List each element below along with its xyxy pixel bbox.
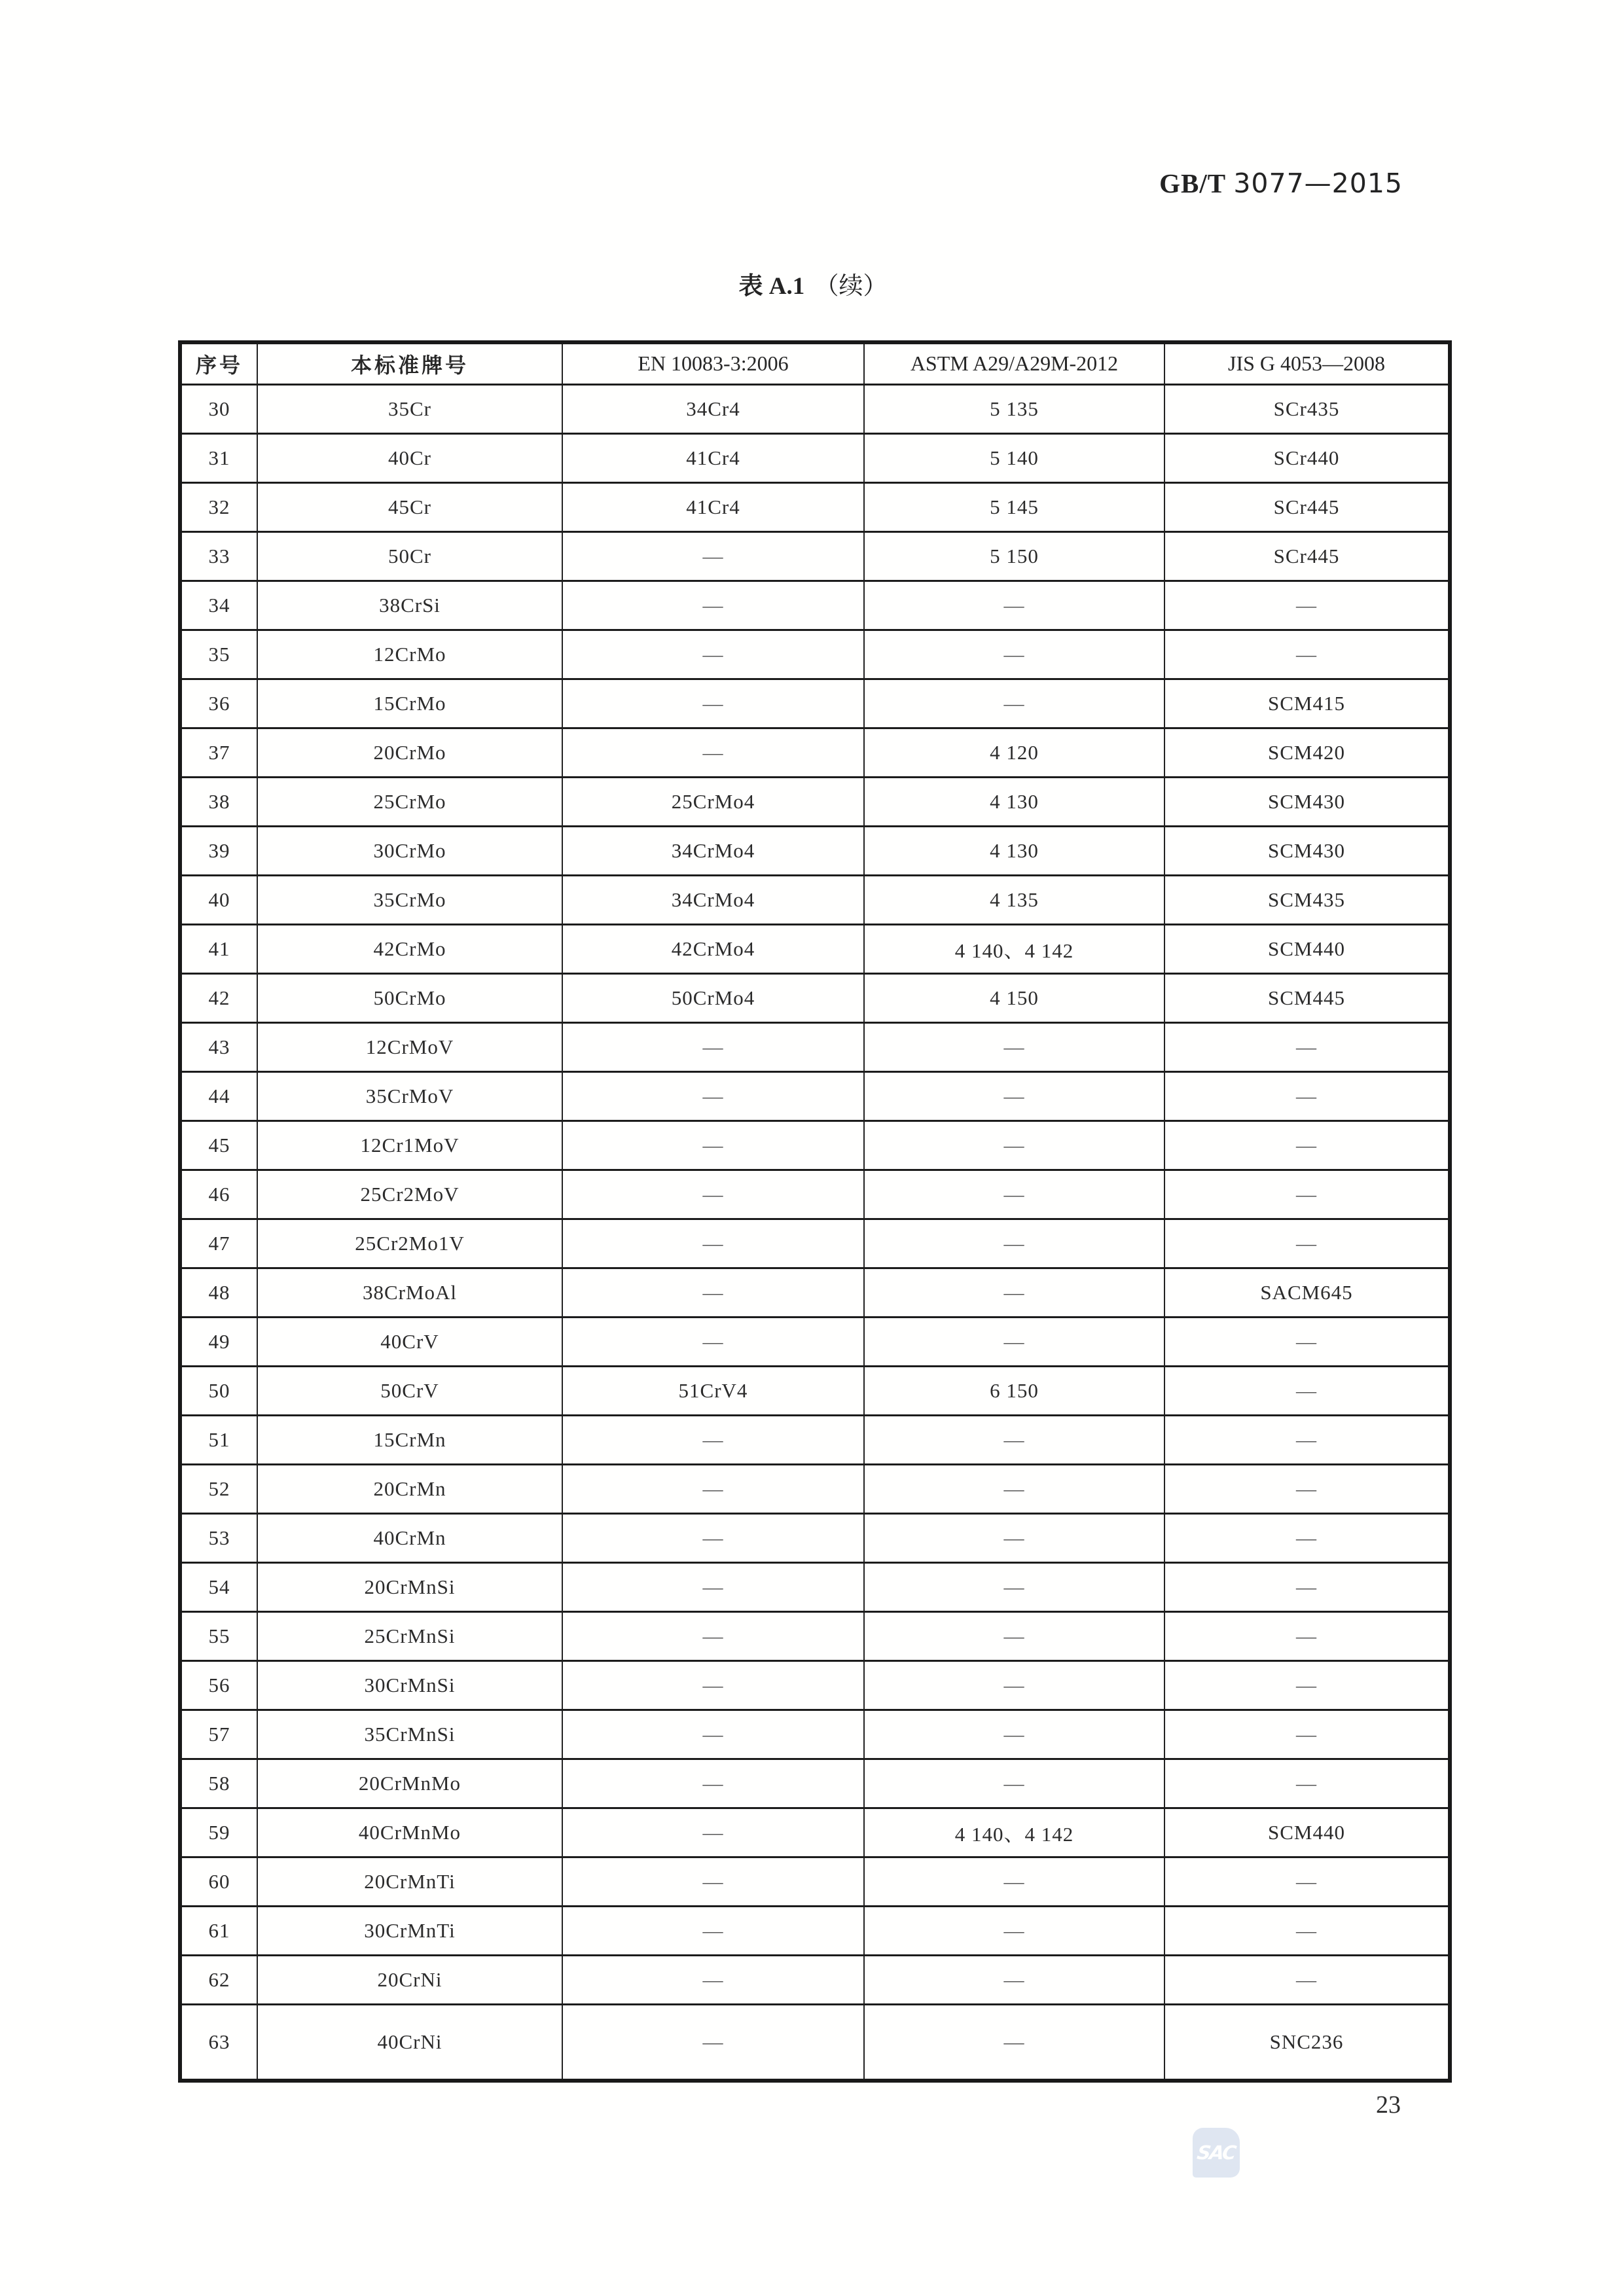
table-cell: — (864, 1562, 1164, 1611)
table-cell: 37 (180, 728, 257, 777)
table-cell: SCr445 (1164, 531, 1450, 581)
table-cell: 5 140 (864, 433, 1164, 482)
table-cell: — (864, 1415, 1164, 1464)
table-cell: 42CrMo (257, 924, 562, 973)
table-cell: 50CrV (257, 1366, 562, 1415)
table-cell: — (1164, 1759, 1450, 1808)
table-cell: SCr435 (1164, 384, 1450, 433)
table-cell: SCM440 (1164, 924, 1450, 973)
table-cell: — (562, 728, 864, 777)
grade-comparison-table (178, 340, 1452, 2083)
table-cell: 31 (180, 433, 257, 482)
table-cell: — (1164, 581, 1450, 630)
table-header (180, 342, 1450, 384)
table-cell: 40CrMnMo (257, 1808, 562, 1857)
table-cell: — (864, 1170, 1164, 1219)
standard-code-prefix: GB/T (1159, 168, 1227, 198)
table-cell: 45Cr (257, 482, 562, 531)
table-cell: 35CrMoV (257, 1071, 562, 1121)
table-cell: 35CrMnSi (257, 1710, 562, 1759)
table-row (180, 384, 1450, 433)
table-row (180, 1513, 1450, 1562)
table-cell: — (562, 1268, 864, 1317)
table-cell: 25Cr2Mo1V (257, 1219, 562, 1268)
table-row (180, 1219, 1450, 1268)
table-cell: — (1164, 1857, 1450, 1906)
table-cell: 4 120 (864, 728, 1164, 777)
table-cell: — (864, 1710, 1164, 1759)
table-cell: — (864, 1219, 1164, 1268)
table-cell: — (1164, 1513, 1450, 1562)
table-cell: 50CrMo (257, 973, 562, 1022)
table-cell: SCr445 (1164, 482, 1450, 531)
table-cell: — (1164, 1562, 1450, 1611)
table-cell: 57 (180, 1710, 257, 1759)
table-cell: — (864, 630, 1164, 679)
table-cell: 55 (180, 1611, 257, 1660)
table-cell: — (864, 1906, 1164, 1955)
table-cell: 25CrMo4 (562, 777, 864, 826)
table-cell: — (864, 1071, 1164, 1121)
table-cell: 40Cr (257, 433, 562, 482)
table-cell: 20CrMn (257, 1464, 562, 1513)
table-row (180, 1121, 1450, 1170)
table-cell: — (864, 2004, 1164, 2081)
table-cell: — (562, 1464, 864, 1513)
table-cell: — (864, 1759, 1164, 1808)
table-cell: 12CrMoV (257, 1022, 562, 1071)
table-cell: 4 135 (864, 875, 1164, 924)
table-cell: — (1164, 1906, 1450, 1955)
table-cell: 35 (180, 630, 257, 679)
table-cell: — (1164, 1660, 1450, 1710)
table-cell: 34CrMo4 (562, 826, 864, 875)
table-caption-main: 表 A.1 (738, 273, 805, 300)
table-row (180, 1170, 1450, 1219)
table-cell: — (562, 1415, 864, 1464)
table-cell: 30 (180, 384, 257, 433)
table-row (180, 630, 1450, 679)
table-cell: 4 140、4 142 (864, 924, 1164, 973)
table-cell: — (864, 679, 1164, 728)
table-cell: — (562, 1906, 864, 1955)
table-cell: 15CrMo (257, 679, 562, 728)
table-cell: 34CrMo4 (562, 875, 864, 924)
table-cell: 40CrV (257, 1317, 562, 1366)
table-cell: 48 (180, 1268, 257, 1317)
table-cell: 25CrMnSi (257, 1611, 562, 1660)
column-header: ASTM A29/A29M-2012 (864, 342, 1164, 384)
table-cell: — (562, 1955, 864, 2004)
table-cell: 20CrMnMo (257, 1759, 562, 1808)
table-cell: 20CrMnSi (257, 1562, 562, 1611)
table-row (180, 679, 1450, 728)
table-cell: 45 (180, 1121, 257, 1170)
table-cell: 41Cr4 (562, 482, 864, 531)
table-cell: 59 (180, 1808, 257, 1857)
table-cell: — (562, 1710, 864, 1759)
table-cell: 4 130 (864, 826, 1164, 875)
table-row (180, 1759, 1450, 1808)
table-cell: SACM645 (1164, 1268, 1450, 1317)
table-cell: — (562, 2004, 864, 2081)
table-cell: — (864, 1660, 1164, 1710)
table-cell: 52 (180, 1464, 257, 1513)
table-cell: — (562, 1611, 864, 1660)
table-cell: 5 150 (864, 531, 1164, 581)
table-row (180, 1660, 1450, 1710)
page-number: 23 (1376, 2091, 1401, 2119)
table-cell: 56 (180, 1660, 257, 1710)
table-row (180, 1955, 1450, 2004)
table-row (180, 2004, 1450, 2081)
table-cell: — (562, 1317, 864, 1366)
column-header: 序号 (180, 342, 257, 384)
table-row (180, 826, 1450, 875)
table-cell: 32 (180, 482, 257, 531)
table-cell: SCM440 (1164, 1808, 1450, 1857)
table-cell: — (864, 1464, 1164, 1513)
standard-code (1159, 168, 1403, 199)
table-cell: 42 (180, 973, 257, 1022)
table-caption-continued: （续） (814, 273, 888, 300)
table-row (180, 1464, 1450, 1513)
table-row (180, 1415, 1450, 1464)
table-row (180, 924, 1450, 973)
table-cell: — (562, 531, 864, 581)
table-cell: 25Cr2MoV (257, 1170, 562, 1219)
table-row (180, 1857, 1450, 1906)
table-cell: — (1164, 1219, 1450, 1268)
table-body (180, 384, 1450, 2081)
table-cell: 40 (180, 875, 257, 924)
table-cell: 12CrMo (257, 630, 562, 679)
table-cell: — (562, 1219, 864, 1268)
table-cell: 30CrMnSi (257, 1660, 562, 1710)
table-row (180, 482, 1450, 531)
table-row (180, 1268, 1450, 1317)
table-cell: 41 (180, 924, 257, 973)
table-cell: SCM430 (1164, 826, 1450, 875)
table-cell: — (864, 1955, 1164, 2004)
table-cell: SCM435 (1164, 875, 1450, 924)
table-cell: 60 (180, 1857, 257, 1906)
table-cell: 47 (180, 1219, 257, 1268)
table-cell: — (562, 630, 864, 679)
table-cell: — (864, 1022, 1164, 1071)
table-cell: SCM430 (1164, 777, 1450, 826)
table-cell: 15CrMn (257, 1415, 562, 1464)
table-row (180, 1366, 1450, 1415)
table-cell: 58 (180, 1759, 257, 1808)
table-cell: — (1164, 1071, 1450, 1121)
table-cell: — (864, 1513, 1164, 1562)
table-cell: 4 130 (864, 777, 1164, 826)
table-cell: 5 145 (864, 482, 1164, 531)
table-cell: 38 (180, 777, 257, 826)
table-row (180, 531, 1450, 581)
table-cell: 4 150 (864, 973, 1164, 1022)
table-cell: — (1164, 1366, 1450, 1415)
table-cell: 34 (180, 581, 257, 630)
table-cell: 35CrMo (257, 875, 562, 924)
table-cell: 44 (180, 1071, 257, 1121)
table-cell: 38CrMoAl (257, 1268, 562, 1317)
table-cell: SNC236 (1164, 2004, 1450, 2081)
table-cell: — (562, 1121, 864, 1170)
table-cell: — (1164, 1170, 1450, 1219)
table-cell: 20CrNi (257, 1955, 562, 2004)
table-row (180, 875, 1450, 924)
table-row (180, 1808, 1450, 1857)
table-cell: — (1164, 1415, 1450, 1464)
standard-code-number: 3077—2015 (1233, 168, 1403, 199)
table-cell: 38CrSi (257, 581, 562, 630)
table-cell: 5 135 (864, 384, 1164, 433)
table-cell: — (1164, 1611, 1450, 1660)
table-cell: 49 (180, 1317, 257, 1366)
table-cell: 46 (180, 1170, 257, 1219)
column-header: EN 10083-3:2006 (562, 342, 864, 384)
column-header: 本标准牌号 (257, 342, 562, 384)
table-cell: — (562, 1759, 864, 1808)
table-cell: — (562, 1170, 864, 1219)
sac-watermark-text: SAC (1195, 2142, 1237, 2164)
table-cell: — (864, 1268, 1164, 1317)
table-row (180, 1022, 1450, 1071)
table-cell: — (1164, 1121, 1450, 1170)
table-cell: 50Cr (257, 531, 562, 581)
table-cell: SCM445 (1164, 973, 1450, 1022)
table-cell: 12Cr1MoV (257, 1121, 562, 1170)
column-header: JIS G 4053—2008 (1164, 342, 1450, 384)
table-cell: — (864, 1121, 1164, 1170)
table-cell: — (562, 1857, 864, 1906)
table-cell: — (562, 1562, 864, 1611)
table-cell: 41Cr4 (562, 433, 864, 482)
table-cell: 33 (180, 531, 257, 581)
table-row (180, 1710, 1450, 1759)
table-cell: 34Cr4 (562, 384, 864, 433)
table-header-row (180, 342, 1450, 384)
table-row (180, 1611, 1450, 1660)
table-cell: SCr440 (1164, 433, 1450, 482)
table-cell: 30CrMo (257, 826, 562, 875)
table-row (180, 777, 1450, 826)
table-cell: — (1164, 1464, 1450, 1513)
table-row (180, 1317, 1450, 1366)
table-cell: 35Cr (257, 384, 562, 433)
table-row (180, 728, 1450, 777)
table-cell: — (562, 1022, 864, 1071)
table-cell: — (864, 1611, 1164, 1660)
table-cell: — (562, 679, 864, 728)
table-cell: — (1164, 630, 1450, 679)
table-cell: 6 150 (864, 1366, 1164, 1415)
table-cell: — (1164, 1022, 1450, 1071)
table-cell: — (1164, 1710, 1450, 1759)
table-cell: — (864, 1857, 1164, 1906)
table-cell: 40CrNi (257, 2004, 562, 2081)
table-cell: — (864, 1317, 1164, 1366)
table-cell: SCM420 (1164, 728, 1450, 777)
table-cell: 42CrMo4 (562, 924, 864, 973)
table-cell: 25CrMo (257, 777, 562, 826)
table-cell: 4 140、4 142 (864, 1808, 1164, 1857)
table-cell: — (562, 1071, 864, 1121)
table-row (180, 433, 1450, 482)
table-caption (178, 266, 1448, 301)
table-cell: 50 (180, 1366, 257, 1415)
table-cell: SCM415 (1164, 679, 1450, 728)
sac-watermark-logo (1193, 2128, 1240, 2178)
table-row (180, 973, 1450, 1022)
table-cell: 63 (180, 2004, 257, 2081)
table-row (180, 1562, 1450, 1611)
table-cell: — (562, 1660, 864, 1710)
table-cell: — (562, 1808, 864, 1857)
table-cell: 43 (180, 1022, 257, 1071)
table-cell: — (562, 581, 864, 630)
table-cell: 30CrMnTi (257, 1906, 562, 1955)
table-cell: — (864, 581, 1164, 630)
table-row (180, 1906, 1450, 1955)
table-cell: — (1164, 1955, 1450, 2004)
table-cell: 51CrV4 (562, 1366, 864, 1415)
table-cell: 40CrMn (257, 1513, 562, 1562)
table-cell: 39 (180, 826, 257, 875)
table-row (180, 1071, 1450, 1121)
table-cell: 36 (180, 679, 257, 728)
table-cell: 62 (180, 1955, 257, 2004)
table-cell: — (1164, 1317, 1450, 1366)
table-cell: 54 (180, 1562, 257, 1611)
table-cell: 20CrMnTi (257, 1857, 562, 1906)
table-row (180, 581, 1450, 630)
table-cell: 61 (180, 1906, 257, 1955)
table-cell: 20CrMo (257, 728, 562, 777)
table-cell: 53 (180, 1513, 257, 1562)
table-cell: — (562, 1513, 864, 1562)
table-cell: 51 (180, 1415, 257, 1464)
table-cell: 50CrMo4 (562, 973, 864, 1022)
